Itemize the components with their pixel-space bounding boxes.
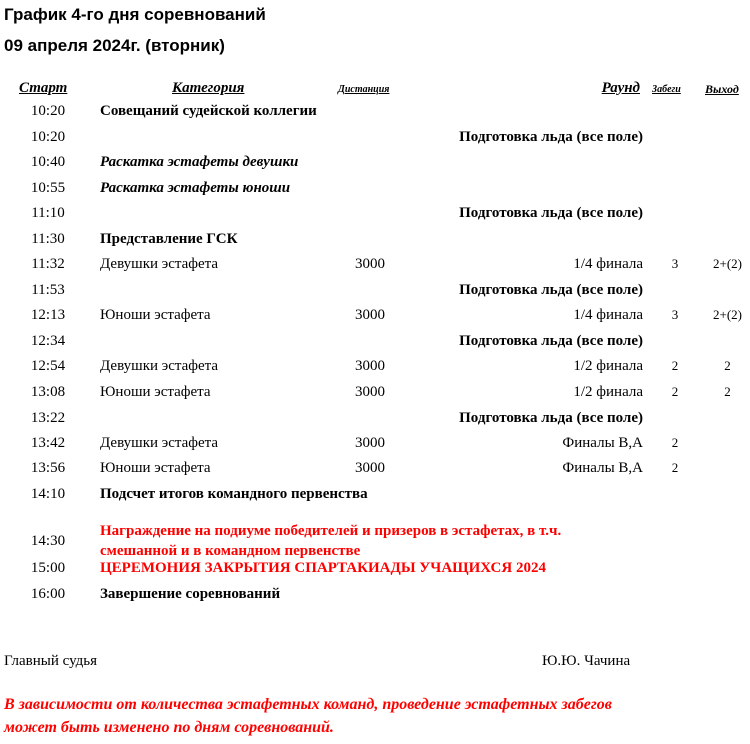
- award-line1: Награждение на подиуме победителей и призеров в эстафетах, в т.ч.: [100, 523, 562, 539]
- row-exit: 2: [724, 358, 731, 373]
- schedule-row: [0, 99, 750, 123]
- row-exit: 2: [724, 384, 731, 399]
- award-time: 14:30: [30, 533, 66, 549]
- end-time: 16:00: [30, 586, 66, 602]
- title-line1: График 4-го дня соревнований: [4, 5, 266, 24]
- row-cat: Девушки эстафета: [100, 435, 219, 451]
- row-round: 1/2 финала: [573, 384, 643, 400]
- header-category: Категория: [172, 80, 245, 96]
- row-time: 12:34: [30, 333, 66, 349]
- row-time: 10:20: [30, 103, 66, 119]
- schedule-row: [0, 482, 750, 506]
- row-dist: 3000: [355, 307, 385, 323]
- closing-row: [0, 556, 750, 580]
- row-dist: 3000: [355, 256, 385, 272]
- judge-name: Ю.Ю. Чачина: [542, 653, 631, 669]
- schedule-row: [0, 354, 750, 378]
- row-round: 1/4 финала: [573, 307, 643, 323]
- row-time: 11:30: [31, 231, 65, 247]
- schedule-row: [0, 150, 750, 174]
- schedule-row: [0, 380, 750, 404]
- header-distance: Дистанция: [338, 84, 390, 95]
- schedule-row: [0, 456, 750, 480]
- row-cat: Юноши эстафета: [100, 384, 211, 400]
- row-time: 10:55: [30, 180, 66, 196]
- row-time: 12:54: [30, 358, 66, 374]
- row-time: 13:56: [30, 460, 66, 476]
- schedule-row: [0, 125, 750, 149]
- note-line2: может быть изменено по дням соревнований.: [4, 719, 334, 736]
- row-cat: Юноши эстафета: [100, 460, 211, 476]
- row-dist: 3000: [355, 460, 385, 476]
- award-line2: смешанной и в командном первенстве: [100, 543, 361, 559]
- row-cat: Совещаний судейской коллегии: [100, 103, 317, 119]
- end-text: Завершение соревнований: [100, 586, 281, 602]
- row-round: Финалы В,А: [562, 435, 643, 451]
- row-round: Подготовка льда (все поле): [459, 205, 643, 221]
- row-time: 10:20: [30, 129, 66, 145]
- schedule-row: [0, 303, 750, 327]
- note-line1: В зависимости от количества эстафетных команд, проведение эстафетных забегов: [4, 696, 612, 713]
- schedule-row: [0, 278, 750, 302]
- schedule-row: [0, 201, 750, 225]
- row-heats: 3: [671, 307, 679, 322]
- schedule-row: [0, 329, 750, 353]
- schedule-row: [0, 431, 750, 455]
- header-exit: Выход: [705, 82, 739, 96]
- row-round: Финалы В,А: [562, 460, 643, 476]
- row-time: 10:40: [30, 154, 66, 170]
- row-heats: 2: [671, 460, 679, 475]
- row-cat: Подсчет итогов командного первенства: [100, 486, 368, 502]
- schedule-row: [0, 227, 750, 251]
- row-time: 13:22: [30, 410, 66, 426]
- row-dist: 3000: [355, 358, 385, 374]
- row-heats: 2: [671, 358, 679, 373]
- row-time: 12:13: [30, 307, 66, 323]
- row-exit: 2+(2): [713, 256, 742, 271]
- row-round: Подготовка льда (все поле): [459, 282, 643, 298]
- row-cat: Девушки эстафета: [100, 358, 219, 374]
- row-time: 11:10: [31, 205, 65, 221]
- header-start: Старт: [19, 80, 68, 96]
- header-round: Раунд: [601, 80, 640, 96]
- row-cat: Девушки эстафета: [100, 256, 219, 272]
- closing-time: 15:00: [30, 560, 66, 576]
- row-cat: Представление ГСК: [100, 231, 238, 247]
- row-exit: 2+(2): [713, 307, 742, 322]
- end-row: [0, 582, 750, 606]
- row-dist: 3000: [355, 435, 385, 451]
- judge-label: Главный судья: [4, 653, 98, 669]
- row-cat: Юноши эстафета: [100, 307, 211, 323]
- schedule-row: [0, 176, 750, 200]
- row-round: 1/2 финала: [573, 358, 643, 374]
- row-time: 13:42: [30, 435, 66, 451]
- row-time: 13:08: [30, 384, 66, 400]
- row-round: Подготовка льда (все поле): [459, 129, 643, 145]
- schedule-row: [0, 252, 750, 276]
- row-heats: 2: [671, 435, 679, 450]
- row-round: Подготовка льда (все поле): [459, 410, 643, 426]
- row-round: 1/4 финала: [573, 256, 643, 272]
- schedule-row: [0, 406, 750, 430]
- closing-text: ЦЕРЕМОНИЯ ЗАКРЫТИЯ СПАРТАКИАДЫ УЧАЩИХСЯ 2024: [100, 560, 546, 576]
- row-round: Подготовка льда (все поле): [459, 333, 643, 349]
- title-line2: 09 апреля 2024г. (вторник): [4, 36, 225, 55]
- row-cat: Раскатка эстафеты юноши: [100, 180, 291, 196]
- row-heats: 2: [671, 384, 679, 399]
- row-time: 14:10: [30, 486, 66, 502]
- row-time: 11:53: [31, 282, 65, 298]
- row-heats: 3: [671, 256, 679, 271]
- row-dist: 3000: [355, 384, 385, 400]
- row-cat: Раскатка эстафеты девушки: [100, 154, 299, 170]
- row-time: 11:32: [31, 256, 65, 272]
- header-heats: Забеги: [652, 84, 681, 95]
